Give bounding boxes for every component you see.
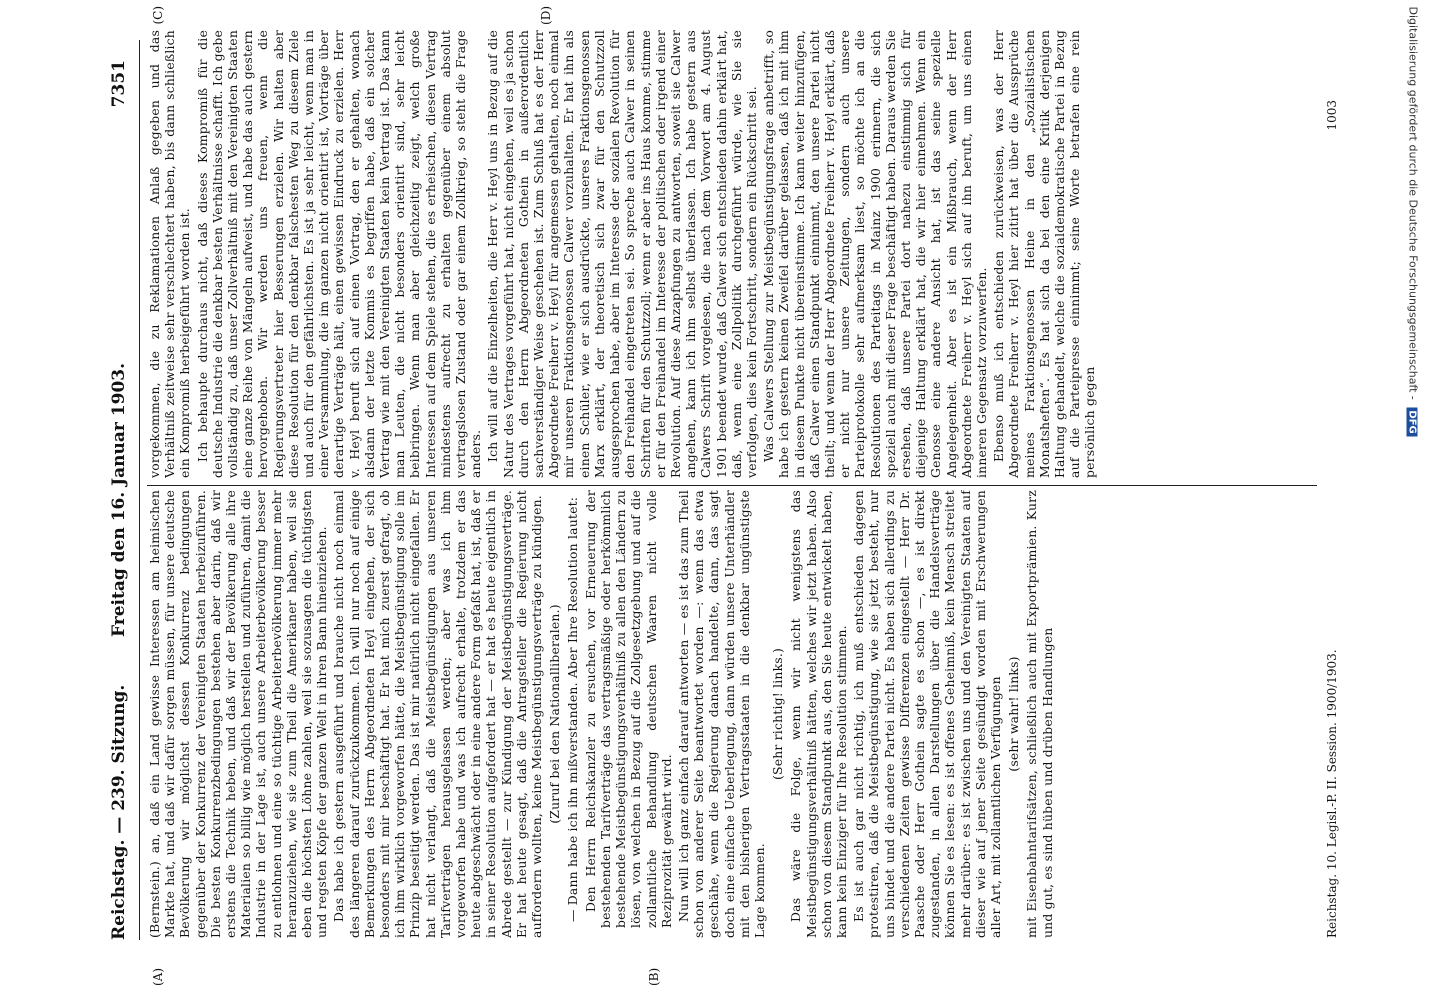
margin-marker-a: (A) bbox=[151, 967, 165, 986]
column-divider bbox=[147, 485, 1317, 486]
paragraph: Es ist auch gar nicht richtig, ich muß entschieden dagegen protestiren, daß die Meistbegünstigung, wie sie jetzt besteht, nur uns bindet und die andere Partei nicht. Es haben sich allerdings zu verschiedenen Zeiten gewisse Differenzen eingestellt — Herr Dr. Paasche oder Herr Gothein sagte es schon —, es ist direkt zugestanden, in allen Darstellungen über die Handelsverträge können Sie es lesen: es ist offenes Geheimniß, kein Mensch streitet mehr darüber: es ist zwischen uns und den Vereinigten Staaten auf dieser wie auf jener Seite gesündigt worden mit Erschwerungen aller Art, mit zollamtlichen Verfügungen bbox=[851, 490, 1003, 938]
paragraph: Nun will ich ganz einfach darauf antworten — es ist das zum Theil schon von anderer Seite beantwortet worden —: wenn das etwa geschähe, wenn die Regierung danach handelte, dann, das sagt doch eine einfache Ueberlegung, dann würden unsere Unterhändler mit den bisherigen Vertragsstaaten in die denkbar ungünstigste Lage kommen. bbox=[675, 490, 767, 938]
paragraph: Das wäre die Folge, wenn wir nicht wenigstens das Meistbegünstigungsverhältniß hätten, welches wir jetzt haben. Also schon von diesem Standpunkt aus, den Sie heute entwickelt haben, kann kein Einziger für Ihre Resolution stimmen. bbox=[788, 490, 849, 938]
paragraph: Ich behaupte durchaus nicht, daß dieses Kompromiß für die deutsche Industrie die denkbar besten Verhältnisse schafft. Ich gebe vollständig zu, daß unser Zollverhältniß mit den Vereinigten Staaten eine ganze Reihe von Mängeln aufweist, und habe das auch gestern hervorgehoben. Wir werden uns freuen, wenn die Regierungsvertreter hier Besserungen erzielen. Wir halten aber diese Resolution für den denkbar falschesten Weg zu diesem Ziele und auch für den gefährlichsten. Es ist ja sehr leicht, wenn man in einer Versammlung, die im ganzen nicht orientirt ist, Vorträge über derartige Verträge hält, einen gewissen Eindruck zu erzielen. Herr v. Heyl beruft sich auf einen Vortrag, den er gehalten, wonach alsdann der letzte Kommis es begriffen habe, daß ein solcher Vertrag wie mit den Vereinigten Staaten kein Vertrag ist. Das kann man Leuten, die nicht besonders orientirt sind, sehr leicht beibringen. Wenn man aber gleichzeitig zeigt, welch große Interessen auf dem Spiele stehen, die es erheischen, diesen Vertrag mindestens aufrecht zu erhalten gegenüber einem absolut vertragslosen Zustand oder gar einem Zollkrieg, so steht die Frage anders. bbox=[194, 30, 484, 478]
paragraph: Ich will auf die Einzelheiten, die Herr v. Heyl uns in Bezug auf die Natur des Vertrages vorgeführt hat, nicht eingehen, weil es ja schon durch den Herrn Abgeordneten Gothein in außerordentlich sachverständiger Weise geschehen ist. Zum Schluß hat es der Herr Abgeordnete Freiherr v. Heyl für angemessen gehalten, noch einmal mir unseren Fraktionsgenossen Calwer vorzuhalten. Er hat ihn als einen Schüler, wie er sich ausdrückte, unseres Fraktionsgenossen Marx erklärt, der theoretisch sich zwar für den Schutzzoll ausgesprochen habe, aber im Interesse der sozialen Revolution für den Freihandel eingetreten sei. So spreche auch Calwer in seinen Schriften für den Schutzzoll; wenn er aber ins Haus komme, stimme er für den Freihandel im Interesse der politischen oder irgend einer Revolution. Auf diese Anzapfungen zu antworten, soweit sie Calwer angehen, kann ich ihm selbst überlassen. Ich habe gestern aus Calwers Schrift vorgelesen, die nach dem Vorwort am 4. August 1901 beendet wurde, daß Calwer sich entschieden dahin erklärt hat, daß, wenn eine Zollpolitik durchgeführt würde, wie Sie sie verfolgen, dies kein Fortschritt, sondern ein Rückschritt sei. bbox=[485, 30, 759, 478]
right-column bbox=[147, 30, 1317, 478]
quoted-resolution: Den Herrn Reichskanzler zu ersuchen, vor Erneuerung der bestehenden Tarifverträge das vertragsmäßige oder herkömmlich bestehende Meistbegünstigungsverhältniß zu allen den Ländern zu lösen, von welchen in Bezug auf die Zollgesetzgebung und auf die zollamtliche Behandlung deutschen Waaren nicht volle Reziprozität gewährt wird. bbox=[582, 490, 674, 928]
margin-marker-c: (C) bbox=[151, 6, 165, 25]
header-session: Reichstag. — 239. Sitzung. bbox=[109, 684, 129, 940]
interjection: (Sehr richtig! links.) bbox=[770, 647, 786, 781]
text-columns bbox=[147, 30, 1317, 938]
header-rule bbox=[139, 40, 140, 940]
running-head bbox=[109, 40, 135, 960]
digitization-credit bbox=[1398, 8, 1428, 708]
paragraph: (Bernstein.) an, daß ein Land gewisse Interessen am heimischen Markte hat, und daß wir dafür sorgen müssen, für unsere deutsche Bevölkerung wir möglichst dessen Konkurrenz bedingungen gegenüber der Konkurrenz der Vereinigten Staaten herbeizuführen. Die besten Konkurrenzbedingungen bestehen aber darin, daß wir erstens die Technik heben, und daß wir der Bevölkerung alle ihre Materialien so billig wie möglich herstellen und zuführen, damit die Industrie in der Lage ist, auch unsere Arbeiterbevölkerung besser zu entlohnen und eine so tüchtige Arbeiterbevölkerung immer mehr heranzuziehen, wie sie zum Theil die Amerikaner haben, weil sie eben die höchsten Löhne zahlen, weil sie sozusagen die tüchtigsten und regsten Köpfe der ganzen Welt in ihren Bann hineinziehen. bbox=[147, 490, 330, 938]
left-column bbox=[147, 490, 1317, 938]
dfg-logo: DFG bbox=[1407, 407, 1418, 436]
header-date: Freitag den 16. Januar 1903. bbox=[109, 362, 129, 638]
page-number: 7351 bbox=[109, 60, 129, 108]
paragraph: Ebenso muß ich entschieden zurückweisen, was der Herr Abgeordnete Freiherr v. Heyl hier zitirt hat über die Aussprüche meines Fraktionsgenossen Heine in den „Sozialistischen Monatsheften“. Es hat sich da bei den eine Kritik derjenigen Haltung gehandelt, welche die sozialdemokratische Partei in Bezug auf die Parteipresse einnimmt; seine Worte betrafen eine rein persönlich gegen bbox=[991, 30, 1098, 478]
page-footer bbox=[1325, 40, 1345, 938]
rotated-scan-page bbox=[47, 0, 1387, 1000]
paragraph: Was Calwers Stellung zur Meistbegünstigungsfrage anbetrifft, so habe ich gestern keinen Zweifel darüber gelassen, daß ich mit ihm in diesem Punkte nicht übereinstimme. Ich kann weiter hinzufügen, daß Calwer einen Standpunkt einnimmt, den unsere Partei nicht theilt; und wenn der Herr Abgeordnete Freiherr v. Heyl erklärt, daß er nicht nur unsere Zeitungen, sondern auch unsere Parteiprotokolle sehr aufmerksam liest, so möchte ich an die Resolutionen des Parteitags in Mainz 1900 erinnern, die sich speziell auch mit dieser Frage beschäftigt haben. Daraus werden Sie ersehen, daß unsere Partei dort nahezu einstimmig sich für diejenige Haltung erklärt hat, die wir hier einnehmen. Wenn ein Genosse eine andere Ansicht hat, ist das seine spezielle Angelegenheit. Aber es ist ein Mißbrauch, wenn der Herr Abgeordnete Freiherr v. Heyl sich auf ihn beruft, um uns einen inneren Gegensatz vorzuwerfen. bbox=[761, 30, 989, 478]
interjection: (Zuruf bei den Nationalliberalen.) bbox=[547, 604, 563, 824]
paragraph: vorgekommen, die zu Reklamationen Anlaß gegeben und das Verhältniß zeitweise sehr verschlechtert haben, bis dann schließlich ein Kompromiß herbeigeführt worden ist. bbox=[147, 30, 193, 478]
footer-sheet-number: 1003 bbox=[1325, 100, 1339, 131]
paragraph: mit Eisenbahntarifsätzen, schließlich auch mit Exportprämien. Kurz und gut, es sind hüben und drüben Handlungen bbox=[1024, 490, 1055, 938]
margin-marker-d: (D) bbox=[539, 6, 553, 25]
paragraph: Das habe ich gestern ausgeführt und brauche nicht noch einmal des längeren darauf zurückzukommen. Ich will nur noch auf einige Bemerkungen des Herrn Abgeordneten Heyl eingehen, der sich besonders mit mir beschäftigt hat. Er hat mich zuerst gefragt, ob ich ihm wirklich vorgeworfen hätte, die Meistbegünstigung solle im Prinzip beseitigt werden. Das ist mir natürlich nicht eingefallen. Er hat nicht verlangt, daß die Meistbegünstigungen aus unseren Tarifverträgen herausgelassen werden; aber was ich ihm vorgeworfen habe und was ich aufrecht erhalte, trotzdem er das heute abgeschwächt oder in eine andere Form gefaßt hat, ist, daß er in seiner Resolution aufgefordert hat — er hat es heute eigentlich in Abrede gestellt — zur Kündigung der Meistbegünstigungsverträge. Er hat heute gesagt, daß die Antragsteller die Regierung nicht auffordern wollten, keine Meistbegünstigungsverträge zu kündigen. bbox=[331, 490, 545, 938]
margin-marker-b: (B) bbox=[647, 967, 661, 986]
credit-text: Digitalisierung gefördert durch die Deutsche Forschungsgemeinschaft - bbox=[1406, 6, 1420, 400]
interjection: (sehr wahr! links) bbox=[1006, 656, 1022, 772]
paragraph: — Dann habe ich ihn mißverstanden. Aber Ihre Resolution lautet: bbox=[565, 496, 581, 922]
footer-session-info: Reichstag. 10. Legisl.-P. II. Session. 1900/1903. bbox=[1325, 649, 1339, 938]
